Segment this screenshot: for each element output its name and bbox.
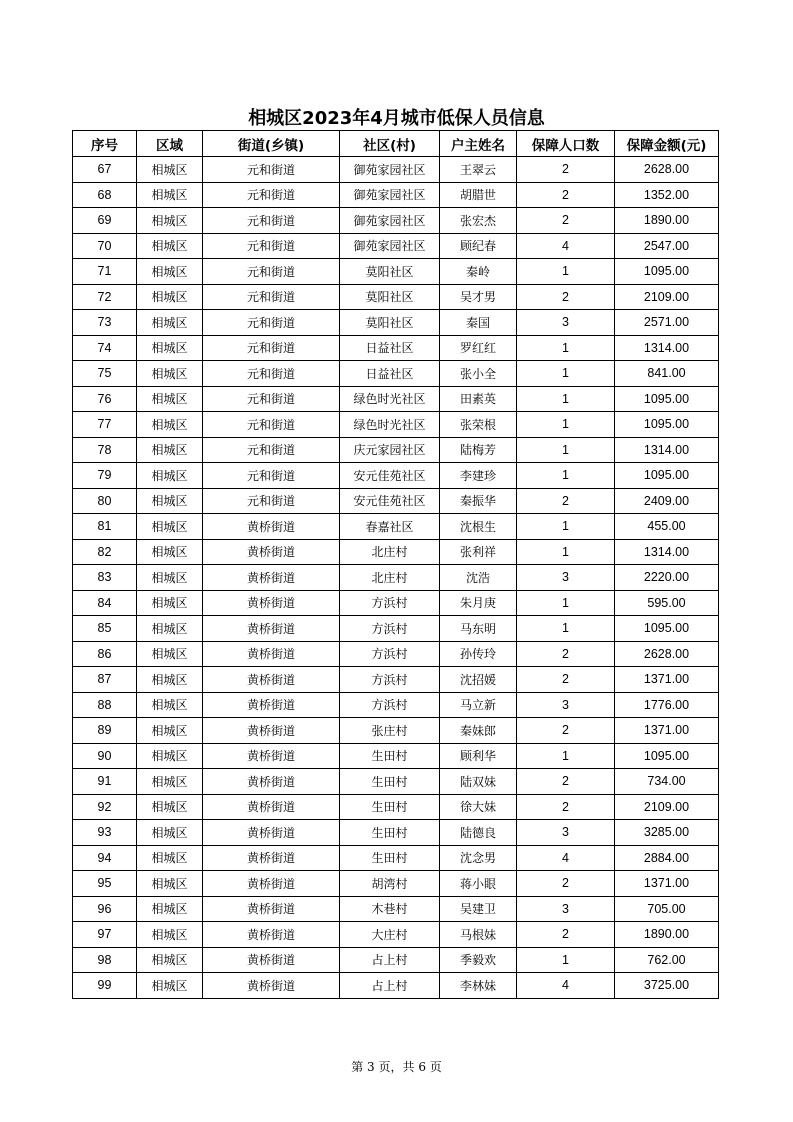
row-number-cell: 89 xyxy=(73,718,137,744)
row-number-cell: 67 xyxy=(73,157,137,183)
street-cell: 元和街道 xyxy=(203,233,340,259)
householder-name-cell: 张宏杰 xyxy=(440,208,517,234)
amount-cell: 1314.00 xyxy=(615,335,719,361)
district-cell: 相城区 xyxy=(137,437,203,463)
amount-cell: 2571.00 xyxy=(615,310,719,336)
household-size-cell: 1 xyxy=(517,947,615,973)
household-size-cell: 1 xyxy=(517,437,615,463)
amount-cell: 1371.00 xyxy=(615,871,719,897)
table-row xyxy=(73,590,719,616)
householder-name-cell: 陆双妹 xyxy=(440,769,517,795)
row-number-cell: 71 xyxy=(73,259,137,285)
household-size-cell: 1 xyxy=(517,259,615,285)
householder-name-cell: 朱月庚 xyxy=(440,590,517,616)
district-cell: 相城区 xyxy=(137,463,203,489)
street-cell: 黄桥街道 xyxy=(203,845,340,871)
district-cell: 相城区 xyxy=(137,284,203,310)
street-cell: 黄桥街道 xyxy=(203,871,340,897)
table-row xyxy=(73,896,719,922)
amount-cell: 2884.00 xyxy=(615,845,719,871)
householder-name-cell: 田素英 xyxy=(440,386,517,412)
street-cell: 元和街道 xyxy=(203,335,340,361)
district-cell: 相城区 xyxy=(137,361,203,387)
district-cell: 相城区 xyxy=(137,667,203,693)
district-cell: 相城区 xyxy=(137,488,203,514)
street-cell: 元和街道 xyxy=(203,437,340,463)
householder-name-cell: 徐大妹 xyxy=(440,794,517,820)
householder-name-cell: 李林妹 xyxy=(440,973,517,999)
street-cell: 黄桥街道 xyxy=(203,692,340,718)
street-cell: 元和街道 xyxy=(203,208,340,234)
row-number-cell: 74 xyxy=(73,335,137,361)
district-cell: 相城区 xyxy=(137,157,203,183)
householder-name-cell: 秦国 xyxy=(440,310,517,336)
district-cell: 相城区 xyxy=(137,845,203,871)
household-size-cell: 4 xyxy=(517,845,615,871)
amount-cell: 595.00 xyxy=(615,590,719,616)
table-row xyxy=(73,157,719,183)
householder-name-cell: 张小全 xyxy=(440,361,517,387)
street-cell: 黄桥街道 xyxy=(203,794,340,820)
household-size-cell: 4 xyxy=(517,233,615,259)
household-size-cell: 2 xyxy=(517,157,615,183)
household-size-cell: 3 xyxy=(517,692,615,718)
row-number-cell: 99 xyxy=(73,973,137,999)
household-size-cell: 3 xyxy=(517,310,615,336)
amount-cell: 1890.00 xyxy=(615,208,719,234)
householder-name-cell: 沈招媛 xyxy=(440,667,517,693)
district-cell: 相城区 xyxy=(137,590,203,616)
table-row xyxy=(73,718,719,744)
street-cell: 黄桥街道 xyxy=(203,973,340,999)
street-cell: 元和街道 xyxy=(203,182,340,208)
amount-cell: 2109.00 xyxy=(615,794,719,820)
district-cell: 相城区 xyxy=(137,565,203,591)
row-number-cell: 85 xyxy=(73,616,137,642)
householder-name-cell: 孙传玲 xyxy=(440,641,517,667)
householder-name-cell: 蒋小眼 xyxy=(440,871,517,897)
district-cell: 相城区 xyxy=(137,794,203,820)
street-cell: 黄桥街道 xyxy=(203,590,340,616)
column-header: 序号 xyxy=(73,131,137,157)
street-cell: 黄桥街道 xyxy=(203,565,340,591)
amount-cell: 1314.00 xyxy=(615,437,719,463)
amount-cell: 2628.00 xyxy=(615,157,719,183)
column-header: 区域 xyxy=(137,131,203,157)
row-number-cell: 76 xyxy=(73,386,137,412)
household-size-cell: 1 xyxy=(517,386,615,412)
district-cell: 相城区 xyxy=(137,335,203,361)
row-number-cell: 70 xyxy=(73,233,137,259)
table-row xyxy=(73,488,719,514)
community-cell: 生田村 xyxy=(340,794,440,820)
amount-cell: 1314.00 xyxy=(615,539,719,565)
community-cell: 安元佳苑社区 xyxy=(340,463,440,489)
amount-cell: 2547.00 xyxy=(615,233,719,259)
household-size-cell: 2 xyxy=(517,718,615,744)
district-cell: 相城区 xyxy=(137,412,203,438)
amount-cell: 3285.00 xyxy=(615,820,719,846)
amount-cell: 1095.00 xyxy=(615,412,719,438)
row-number-cell: 87 xyxy=(73,667,137,693)
community-cell: 北庄村 xyxy=(340,539,440,565)
amount-cell: 1371.00 xyxy=(615,718,719,744)
householder-name-cell: 季毅欢 xyxy=(440,947,517,973)
householder-name-cell: 顾利华 xyxy=(440,743,517,769)
street-cell: 黄桥街道 xyxy=(203,896,340,922)
district-cell: 相城区 xyxy=(137,718,203,744)
row-number-cell: 75 xyxy=(73,361,137,387)
row-number-cell: 81 xyxy=(73,514,137,540)
table-row xyxy=(73,794,719,820)
amount-cell: 1095.00 xyxy=(615,616,719,642)
community-cell: 安元佳苑社区 xyxy=(340,488,440,514)
community-cell: 张庄村 xyxy=(340,718,440,744)
street-cell: 元和街道 xyxy=(203,284,340,310)
householder-name-cell: 顾纪春 xyxy=(440,233,517,259)
street-cell: 黄桥街道 xyxy=(203,641,340,667)
household-size-cell: 2 xyxy=(517,871,615,897)
row-number-cell: 77 xyxy=(73,412,137,438)
amount-cell: 1352.00 xyxy=(615,182,719,208)
household-size-cell: 3 xyxy=(517,896,615,922)
household-size-cell: 1 xyxy=(517,590,615,616)
householder-name-cell: 李建珍 xyxy=(440,463,517,489)
table-row xyxy=(73,233,719,259)
beneficiary-table xyxy=(72,130,719,999)
district-cell: 相城区 xyxy=(137,769,203,795)
street-cell: 黄桥街道 xyxy=(203,743,340,769)
householder-name-cell: 秦振华 xyxy=(440,488,517,514)
street-cell: 黄桥街道 xyxy=(203,820,340,846)
street-cell: 元和街道 xyxy=(203,488,340,514)
householder-name-cell: 王翠云 xyxy=(440,157,517,183)
district-cell: 相城区 xyxy=(137,973,203,999)
row-number-cell: 82 xyxy=(73,539,137,565)
street-cell: 黄桥街道 xyxy=(203,769,340,795)
community-cell: 胡湾村 xyxy=(340,871,440,897)
street-cell: 黄桥街道 xyxy=(203,947,340,973)
amount-cell: 455.00 xyxy=(615,514,719,540)
table-row xyxy=(73,182,719,208)
district-cell: 相城区 xyxy=(137,310,203,336)
household-size-cell: 1 xyxy=(517,412,615,438)
row-number-cell: 83 xyxy=(73,565,137,591)
street-cell: 元和街道 xyxy=(203,412,340,438)
row-number-cell: 88 xyxy=(73,692,137,718)
district-cell: 相城区 xyxy=(137,922,203,948)
page-footer: 第 3 页，共 6 页 xyxy=(351,1060,442,1074)
row-number-cell: 69 xyxy=(73,208,137,234)
amount-cell: 2409.00 xyxy=(615,488,719,514)
community-cell: 大庄村 xyxy=(340,922,440,948)
row-number-cell: 94 xyxy=(73,845,137,871)
row-number-cell: 95 xyxy=(73,871,137,897)
column-header: 保障人口数 xyxy=(517,131,615,157)
household-size-cell: 2 xyxy=(517,182,615,208)
amount-cell: 3725.00 xyxy=(615,973,719,999)
street-cell: 元和街道 xyxy=(203,463,340,489)
table-row xyxy=(73,259,719,285)
community-cell: 生田村 xyxy=(340,820,440,846)
district-cell: 相城区 xyxy=(137,386,203,412)
district-cell: 相城区 xyxy=(137,208,203,234)
householder-name-cell: 张利祥 xyxy=(440,539,517,565)
table-row xyxy=(73,769,719,795)
household-size-cell: 4 xyxy=(517,973,615,999)
householder-name-cell: 陆德良 xyxy=(440,820,517,846)
table-row xyxy=(73,871,719,897)
page-title: 相城区2023年4月城市低保人员信息 xyxy=(248,108,545,129)
household-size-cell: 2 xyxy=(517,667,615,693)
row-number-cell: 92 xyxy=(73,794,137,820)
community-cell: 方浜村 xyxy=(340,641,440,667)
amount-cell: 2109.00 xyxy=(615,284,719,310)
household-size-cell: 2 xyxy=(517,769,615,795)
table-header-row xyxy=(73,131,719,157)
community-cell: 生田村 xyxy=(340,769,440,795)
street-cell: 黄桥街道 xyxy=(203,539,340,565)
householder-name-cell: 沈念男 xyxy=(440,845,517,871)
household-size-cell: 1 xyxy=(517,335,615,361)
community-cell: 绿色时光社区 xyxy=(340,386,440,412)
table-row xyxy=(73,692,719,718)
street-cell: 元和街道 xyxy=(203,259,340,285)
community-cell: 绿色时光社区 xyxy=(340,412,440,438)
community-cell: 春嘉社区 xyxy=(340,514,440,540)
district-cell: 相城区 xyxy=(137,820,203,846)
street-cell: 黄桥街道 xyxy=(203,922,340,948)
community-cell: 御苑家园社区 xyxy=(340,208,440,234)
row-number-cell: 96 xyxy=(73,896,137,922)
community-cell: 生田村 xyxy=(340,845,440,871)
row-number-cell: 86 xyxy=(73,641,137,667)
table-row xyxy=(73,616,719,642)
community-cell: 占上村 xyxy=(340,973,440,999)
amount-cell: 762.00 xyxy=(615,947,719,973)
household-size-cell: 2 xyxy=(517,641,615,667)
row-number-cell: 80 xyxy=(73,488,137,514)
community-cell: 御苑家园社区 xyxy=(340,182,440,208)
district-cell: 相城区 xyxy=(137,233,203,259)
district-cell: 相城区 xyxy=(137,871,203,897)
table-row xyxy=(73,641,719,667)
district-cell: 相城区 xyxy=(137,514,203,540)
table-row xyxy=(73,463,719,489)
table-row xyxy=(73,820,719,846)
amount-cell: 734.00 xyxy=(615,769,719,795)
table-row xyxy=(73,310,719,336)
table-row xyxy=(73,845,719,871)
district-cell: 相城区 xyxy=(137,182,203,208)
household-size-cell: 1 xyxy=(517,514,615,540)
row-number-cell: 78 xyxy=(73,437,137,463)
household-size-cell: 2 xyxy=(517,922,615,948)
table-row xyxy=(73,922,719,948)
table-row xyxy=(73,514,719,540)
table-row xyxy=(73,743,719,769)
amount-cell: 841.00 xyxy=(615,361,719,387)
street-cell: 黄桥街道 xyxy=(203,514,340,540)
householder-name-cell: 沈根生 xyxy=(440,514,517,540)
table-row xyxy=(73,386,719,412)
district-cell: 相城区 xyxy=(137,947,203,973)
amount-cell: 705.00 xyxy=(615,896,719,922)
householder-name-cell: 吴建卫 xyxy=(440,896,517,922)
row-number-cell: 93 xyxy=(73,820,137,846)
table-body xyxy=(73,157,719,999)
row-number-cell: 79 xyxy=(73,463,137,489)
amount-cell: 1776.00 xyxy=(615,692,719,718)
table-row xyxy=(73,539,719,565)
community-cell: 方浜村 xyxy=(340,590,440,616)
street-cell: 元和街道 xyxy=(203,361,340,387)
householder-name-cell: 秦妹郎 xyxy=(440,718,517,744)
community-cell: 方浜村 xyxy=(340,667,440,693)
community-cell: 木巷村 xyxy=(340,896,440,922)
column-header: 社区(村) xyxy=(340,131,440,157)
community-cell: 御苑家园社区 xyxy=(340,157,440,183)
row-number-cell: 91 xyxy=(73,769,137,795)
household-size-cell: 3 xyxy=(517,820,615,846)
community-cell: 莫阳社区 xyxy=(340,284,440,310)
column-header: 户主姓名 xyxy=(440,131,517,157)
community-cell: 庆元家园社区 xyxy=(340,437,440,463)
community-cell: 北庄村 xyxy=(340,565,440,591)
household-size-cell: 1 xyxy=(517,743,615,769)
table-row xyxy=(73,284,719,310)
table-row xyxy=(73,208,719,234)
table-row xyxy=(73,437,719,463)
row-number-cell: 73 xyxy=(73,310,137,336)
street-cell: 黄桥街道 xyxy=(203,718,340,744)
householder-name-cell: 胡腊世 xyxy=(440,182,517,208)
table-row xyxy=(73,361,719,387)
household-size-cell: 1 xyxy=(517,361,615,387)
row-number-cell: 90 xyxy=(73,743,137,769)
column-header: 保障金额(元) xyxy=(615,131,719,157)
table-row xyxy=(73,412,719,438)
street-cell: 黄桥街道 xyxy=(203,616,340,642)
household-size-cell: 2 xyxy=(517,208,615,234)
householder-name-cell: 马立新 xyxy=(440,692,517,718)
household-size-cell: 3 xyxy=(517,565,615,591)
community-cell: 方浜村 xyxy=(340,616,440,642)
street-cell: 元和街道 xyxy=(203,386,340,412)
row-number-cell: 97 xyxy=(73,922,137,948)
household-size-cell: 2 xyxy=(517,488,615,514)
district-cell: 相城区 xyxy=(137,539,203,565)
row-number-cell: 98 xyxy=(73,947,137,973)
community-cell: 日益社区 xyxy=(340,335,440,361)
householder-name-cell: 吴才男 xyxy=(440,284,517,310)
householder-name-cell: 秦岭 xyxy=(440,259,517,285)
community-cell: 方浜村 xyxy=(340,692,440,718)
street-cell: 元和街道 xyxy=(203,310,340,336)
amount-cell: 1095.00 xyxy=(615,386,719,412)
householder-name-cell: 沈浩 xyxy=(440,565,517,591)
table-row xyxy=(73,947,719,973)
householder-name-cell: 陆梅芳 xyxy=(440,437,517,463)
street-cell: 黄桥街道 xyxy=(203,667,340,693)
householder-name-cell: 马东明 xyxy=(440,616,517,642)
householder-name-cell: 张荣根 xyxy=(440,412,517,438)
district-cell: 相城区 xyxy=(137,641,203,667)
table-row xyxy=(73,973,719,999)
district-cell: 相城区 xyxy=(137,743,203,769)
community-cell: 莫阳社区 xyxy=(340,259,440,285)
household-size-cell: 2 xyxy=(517,794,615,820)
row-number-cell: 72 xyxy=(73,284,137,310)
district-cell: 相城区 xyxy=(137,896,203,922)
community-cell: 莫阳社区 xyxy=(340,310,440,336)
row-number-cell: 84 xyxy=(73,590,137,616)
street-cell: 元和街道 xyxy=(203,157,340,183)
community-cell: 御苑家园社区 xyxy=(340,233,440,259)
community-cell: 日益社区 xyxy=(340,361,440,387)
amount-cell: 2220.00 xyxy=(615,565,719,591)
district-cell: 相城区 xyxy=(137,616,203,642)
amount-cell: 1890.00 xyxy=(615,922,719,948)
household-size-cell: 1 xyxy=(517,539,615,565)
household-size-cell: 1 xyxy=(517,463,615,489)
amount-cell: 1095.00 xyxy=(615,259,719,285)
column-header: 街道(乡镇) xyxy=(203,131,340,157)
householder-name-cell: 马根妹 xyxy=(440,922,517,948)
table-row xyxy=(73,667,719,693)
household-size-cell: 2 xyxy=(517,284,615,310)
amount-cell: 1371.00 xyxy=(615,667,719,693)
amount-cell: 2628.00 xyxy=(615,641,719,667)
amount-cell: 1095.00 xyxy=(615,743,719,769)
district-cell: 相城区 xyxy=(137,692,203,718)
table-row xyxy=(73,335,719,361)
householder-name-cell: 罗红红 xyxy=(440,335,517,361)
amount-cell: 1095.00 xyxy=(615,463,719,489)
district-cell: 相城区 xyxy=(137,259,203,285)
row-number-cell: 68 xyxy=(73,182,137,208)
community-cell: 占上村 xyxy=(340,947,440,973)
household-size-cell: 1 xyxy=(517,616,615,642)
community-cell: 生田村 xyxy=(340,743,440,769)
table-row xyxy=(73,565,719,591)
